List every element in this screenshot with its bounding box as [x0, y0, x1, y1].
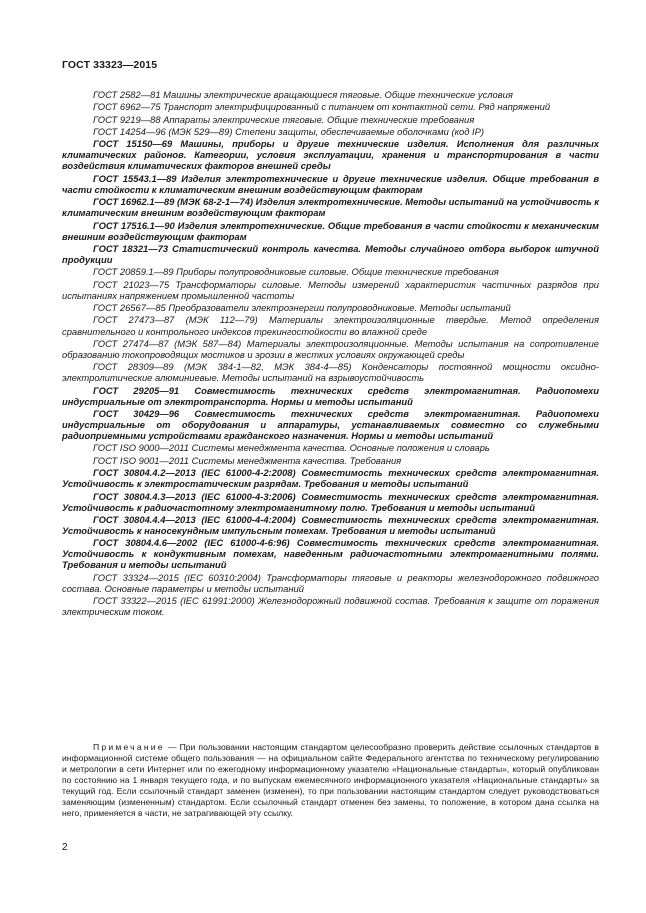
reference-item: ГОСТ ISO 9000—2011 Системы менеджмента качества. Основные положения и словарь: [93, 442, 490, 454]
note-text: При пользовании настоящим стандартом целесообразно проверить действие ссылочных стандартов в информационной системе общего пользования — на официальном сайте Федерального агентства по техническому регулированию и метрологии в сети Интернет или по ежегодному информационному указателю «Национальные стандарты», который опубликован по состоянию на 1 января текущего года, и по выпускам ежемесячного информационного указателя «Национальные стандарты» за текущий год. Если ссылочный стандарт заменен (изменен), то при пользовании настоящим стандартом следует руководствоваться заменяющим (измененным) стандартом. Если ссылочный стандарт отменен без замены, то положение, в котором дана ссылка на него, применяется в части, не затрагивающей эту ссылку.: [62, 742, 599, 818]
reference-item: ГОСТ 28309—89 (МЭК 384-1—82, МЭК 384-4—85) Конденсаторы постоянной мощности оксидно-электролитические алюминиевые. Методы испытаний на взрывоустойчивость: [62, 361, 599, 384]
reference-item: ГОСТ 14254—96 (МЭК 529—89) Степени защиты, обеспечиваемые оболочками (код IP): [93, 126, 484, 138]
reference-item: ГОСТ 17516.1—90 Изделия электротехнические. Общие требования в части стойкости к механическим внешним воздействующим факторам: [62, 219, 599, 242]
reference-item: ГОСТ ISO 9001—2011 Системы менеджмента качества. Требования: [93, 454, 402, 466]
reference-item: ГОСТ 27473—87 (МЭК 112—79) Материалы электроизоляционные твердые. Метод определения сравнительного и контрольного индексов трекингостойкости во влажной среде: [62, 314, 599, 337]
reference-item: ГОСТ 27474—87 (МЭК 587—84) Материалы электроизоляционные. Методы испытания на сопротивление образованию токопроводящих мостиков и эрозии в жестких условиях окружающей среды: [62, 337, 599, 360]
reference-item: ГОСТ 30804.4.4—2013 (IEC 61000-4-4:2004) Совместимость технических средств электромагнитная. Устойчивость к наносекундным импульсным помехам. Требования и методы испытаний: [62, 513, 599, 536]
reference-item: ГОСТ 2582—81 Машины электрические вращающиеся тяговые. Общие технические условия: [93, 89, 513, 100]
reference-item: ГОСТ 33324—2015 (IEC 60310:2004) Трансформаторы тяговые и реакторы железнодорожного подвижного состава. Основные параметры и методы испытаний: [62, 571, 599, 594]
reference-item: ГОСТ 26567—85 Преобразователи электроэнергии полупроводниковые. Методы испытаний: [93, 302, 511, 314]
reference-item: ГОСТ 30429—96 Совместимость технических средств электромагнитная. Радиопомехи индустриальные от оборудования и аппаратуры, устанавливаемых совместно со служебными радиоприемными устройствами гражданского назначения. Нормы и методы испытаний: [62, 408, 599, 442]
page-number: 2: [62, 842, 68, 853]
reference-item: ГОСТ 6962—75 Транспорт электрифицированный с питанием от контактной сети. Ряд напряжений: [93, 101, 551, 113]
reference-item: ГОСТ 30804.4.3—2013 (IEC 61000-4-3:2006) Совместимость технических средств электромагнитная. Устойчивость к радиочастотному электромагнитному полю. Требования и методы испытаний: [62, 490, 599, 513]
reference-item: ГОСТ 16962.1—89 (МЭК 68-2-1—74) Изделия электротехнические. Методы испытаний на устойчивость к климатическим внешним воздействующим факторам: [62, 196, 599, 219]
reference-item: ГОСТ 21023—75 Трансформаторы силовые. Методы измерений характеристик частичных разрядов при испытаниях напряжением промышленной частоты: [62, 278, 599, 301]
note-paragraph: [62, 742, 599, 819]
note-dash: —: [164, 742, 180, 752]
reference-item: ГОСТ 30804.4.6—2002 (IEC 61000-4-6:96) Совместимость технических средств электромагнитная. Устойчивость к кондуктивным помехам, наведенным радиочастотными электромагнитными полями. Требования и методы испытаний: [62, 537, 599, 571]
document-header: ГОСТ 33323—2015: [62, 59, 158, 71]
reference-item: ГОСТ 18321—73 Статистический контроль качества. Методы случайного отбора выборок штучной продукции: [62, 242, 599, 266]
reference-item: ГОСТ 20859.1—89 Приборы полупроводниковые силовые. Общие технические требования: [93, 266, 499, 278]
note-label: Примечание: [93, 742, 165, 752]
reference-item: ГОСТ 30804.4.2—2013 (IEC 61000-4-2:2008) Совместимость технических средств электромагнитная. Устойчивость к электростатическим разрядам. Требования и методы испытаний: [62, 467, 599, 490]
reference-item: ГОСТ 15150—69 Машины, приборы и другие технические изделия. Исполнения для различных климатических районов. Категории, условия эксплуатации, хранения и транспортирования в части воздействия климатических факторов внешней среды: [62, 138, 599, 172]
reference-item: ГОСТ 29205—91 Совместимость технических средств электромагнитная. Радиопомехи индустриальные от электротранспорта. Нормы и методы испытаний: [62, 384, 599, 407]
normative-references-list: [62, 89, 599, 617]
reference-item: ГОСТ 33322—2015 (IEC 61991:2000) Железнодорожный подвижной состав. Требования к защите от поражения электрическим током.: [62, 595, 599, 618]
reference-item: ГОСТ 9219—88 Аппараты электрические тяговые. Общие технические требования: [93, 113, 475, 125]
reference-item: ГОСТ 15543.1—89 Изделия электротехнические и другие технические изделия. Общие требования в части стойкости к климатическим внешним воздействующим факторам: [62, 172, 599, 195]
